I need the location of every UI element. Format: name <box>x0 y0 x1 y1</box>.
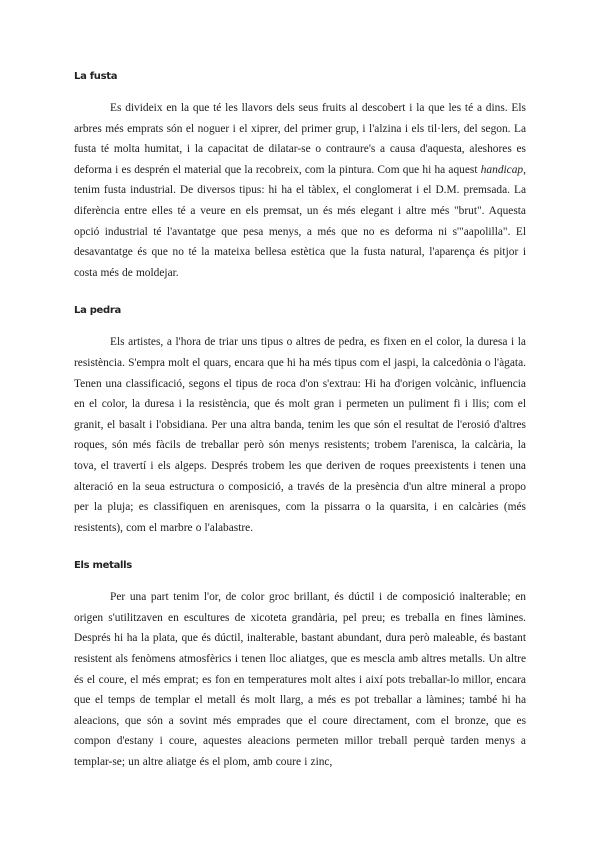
section-paragraph <box>74 98 526 283</box>
section-paragraph: Per una part tenim l'or, de color groc brillant, és dúctil i de composició inalterable; en origen s'utilitzaven en escultures de xicoteta grandària, pel preu; es treballa en fines làmines. Després hi ha la plata, que és dúctil, inalterable, bastant abundant, dura però maleable, és bastant resistent als fenòmens atmosfèrics i tenen lloc aliatges, que es mescla amb altres metalls. Un altre és el coure, el més emprat; es fon en temperatures molt altes i així pots treballar-lo millor, encara que el temps de templar el metall és molt llarg, a més es pot treballar a làmines; també hi ha aleacions, que són a sovint més emprades que el coure directament, com el bronze, que es compon d'estany i coure, aquestes aleacions permeten millor treball perquè tarden menys a templar-se; un altre aliatge és el plom, amb coure i zinc, <box>74 591 526 769</box>
paragraph-text: Es divideix en la que té les llavors dels seus fruits al descobert i la que les té a dins. Els arbres més emprats són el noguer i el xiprer, del primer grup, i l'alzina i els til·lers, del segon. La fusta té molta humitat, i la capacitat de dilatar-se o contraure's a causa d'aquesta, aleshores es deforma i es desprén el material que la recobreix, com la pintura. Com que hi ha aquest <box>74 102 526 176</box>
section-heading: Els metalls <box>74 560 132 572</box>
italic-term: handicap <box>480 163 524 176</box>
section-paragraph: Els artistes, a l'hora de triar uns tipus o altres de pedra, es fixen en el color, la duresa i la resistència. S'empra molt el quars, encara que hi ha més tipus com el jaspi, la calcedònia o l'àgata. Tenen una classificació, segons el tipus de roca d'on s'extrau: Hi ha d'origen volcànic, influencia en el color, la duresa i la resistència, que és molt gran i permeten un puliment fi i llis; com el granit, el basalt i l'obsidiana. Per una altra banda, tenim les que són el resultat de l'erosió d'altres roques, són més fàcils de treballar però són menys resistents; trobem l'arenisca, la calcària, la tova, el travertí i els algeps. Després trobem les que deriven de roques preexistents i tenen una alteració en la seua estructura o composició, a través de la presència d'un altre mineral a propo per la pluja; es classifiquen en arenisques, com la pissarra o la quarsita, i en calcàries (més resistents), com el marbre o l'alabastre. <box>74 336 526 534</box>
section-la-pedra <box>74 304 526 538</box>
section-els-metalls <box>74 559 526 772</box>
document-body <box>74 70 526 794</box>
section-heading: La pedra <box>74 305 121 317</box>
section-heading: La fusta <box>74 71 118 82</box>
paragraph-text: , tenim fusta industrial. De diversos tipus: hi ha el tàblex, el conglomerat i el D.M. premsada. La diferència entre elles té a veure en els premsat, un és més elegant i altre més "brut". Aquesta opció industrial té l'avantatge que pesa menys, a més que no es deforma ni s'"aapolilla". El desavantatge és que no té la mateixa bellesa estètica que la fusta natural, l'aparença és pitjor i costa més de moldejar. <box>74 163 526 279</box>
section-la-fusta <box>74 70 526 283</box>
